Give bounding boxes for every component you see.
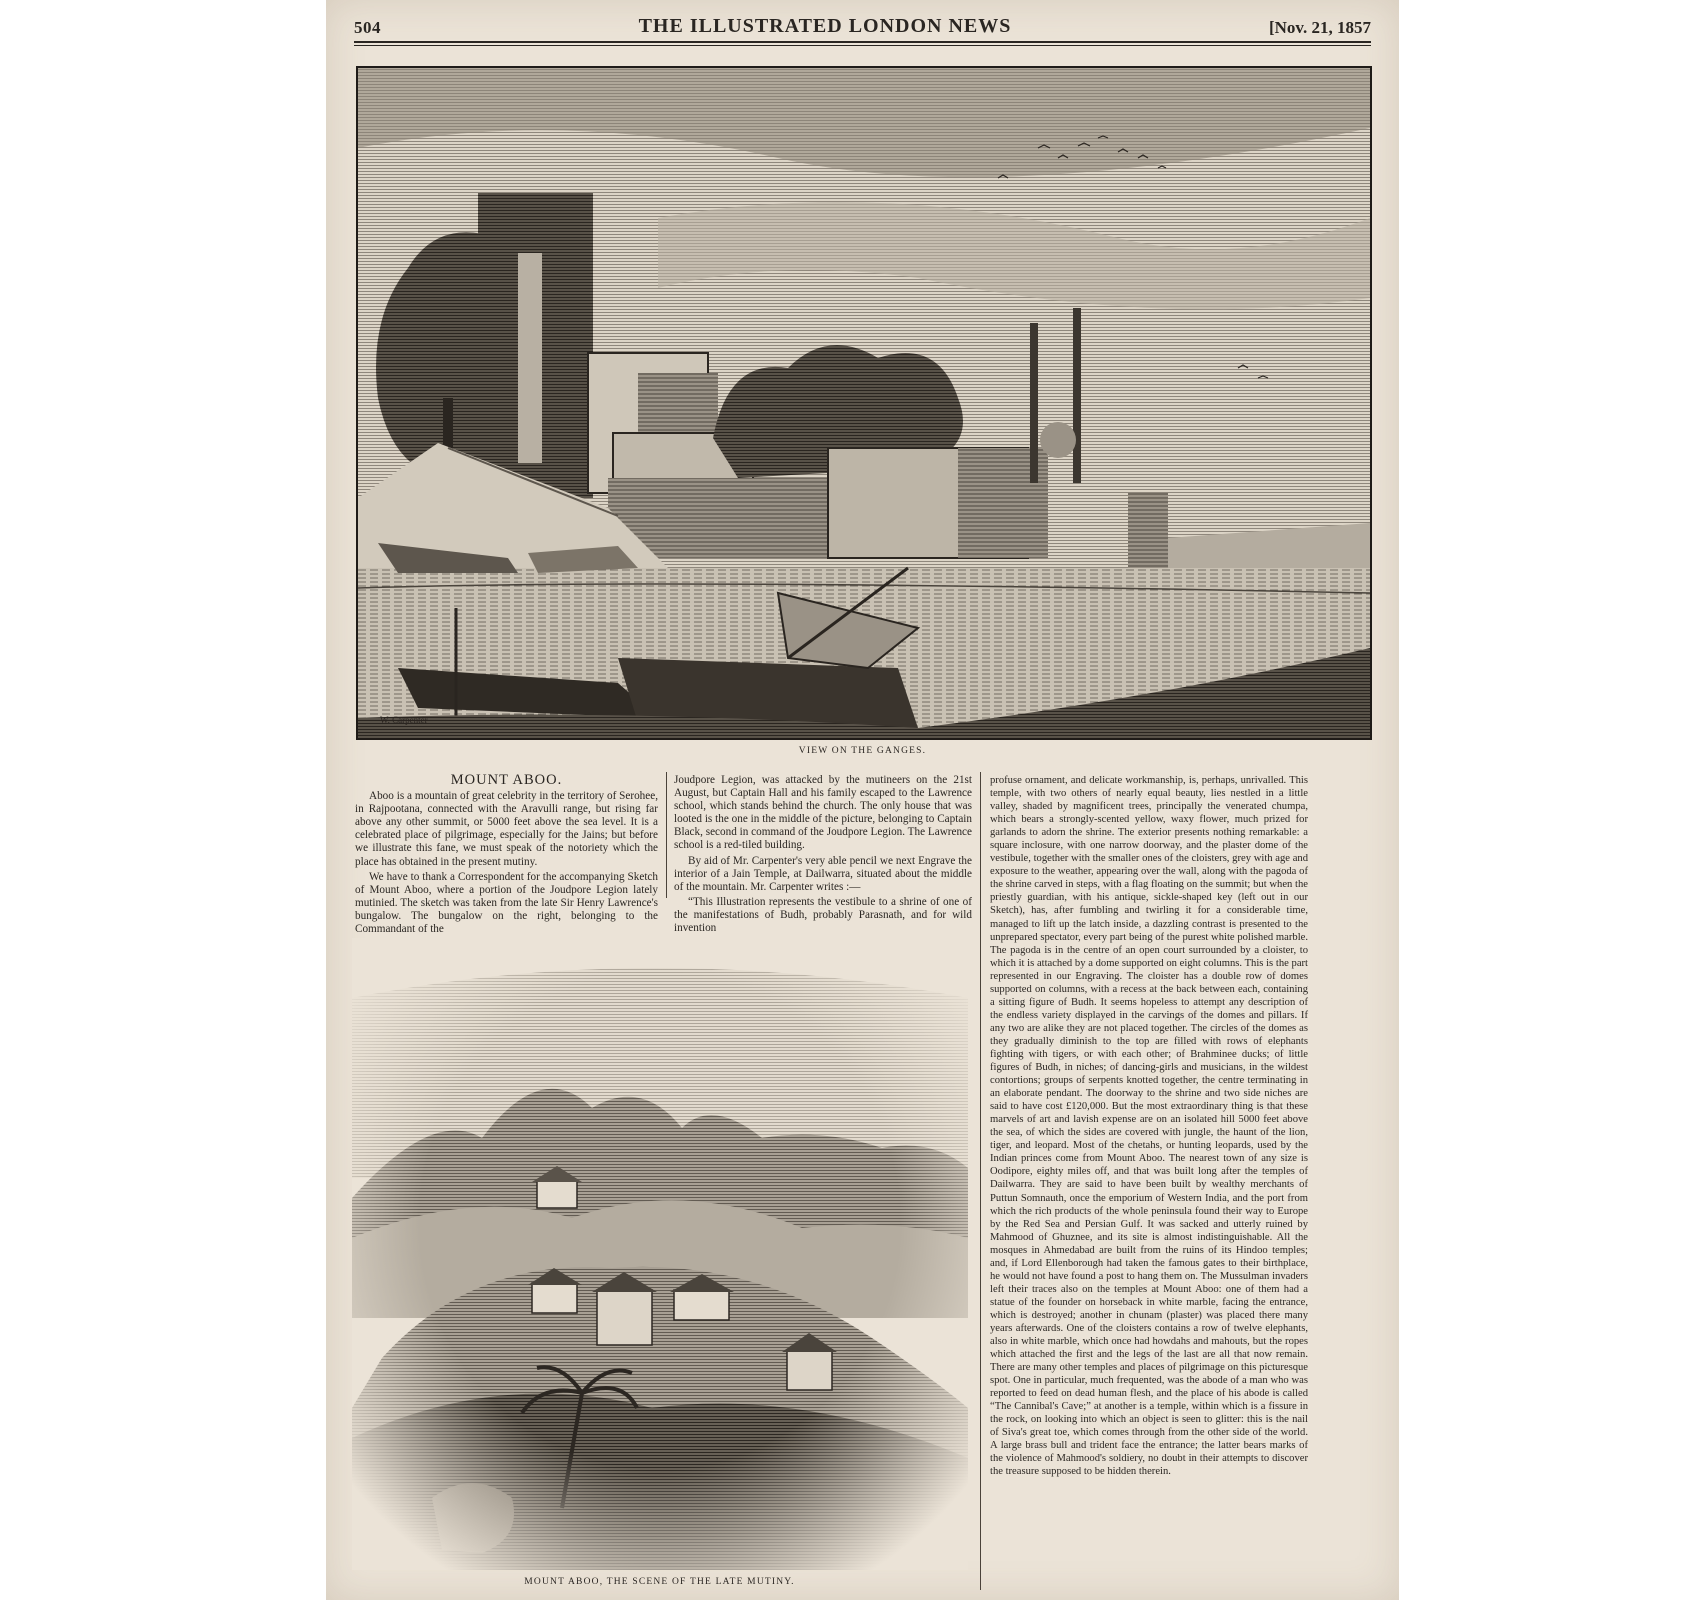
article-heading: MOUNT ABOO.	[450, 772, 563, 788]
article-paragraph: We have to thank a Correspondent for the accompanying Sketch of Mount Aboo, where a portion of the Joudpore Legion lately mutinied. The sketch was taken from the late Sir Henry Lawrence's bungalow. The bungalow on the right, belonging to the Commandant of the	[355, 870, 658, 936]
article-column-1	[355, 774, 658, 938]
page-number: 504	[354, 18, 381, 37]
ganges-scene	[358, 68, 1370, 738]
article-paragraph: profuse ornament, and delicate workmanship, is, perhaps, unrivalled. This temple, with two others of nearly equal beauty, lies nestled in a little valley, shaded by magnificent trees, principally the venerated chumpa, which bears a strongly-scented yellow, waxy flower, much prized for garlands to adorn the shrine. The exterior presents nothing remarkable: a square inclosure, with one narrow doorway, and the plaster dome of the vestibule, together with the smaller ones of the cloisters, grey with age and exposure to the weather, appearing over the wall, along with the pagoda of the shrine carved in steps, with a flag floating on the summit; but when the priestly guardian, with his antique, sickle-shaped key (left out in our Sketch), has, after fumbling and twirling it for a considerable time, managed to lift up the latch inside, a dazzling contrast is presented to the unprepared spectator, every part being of the purest white polished marble. The pagoda is in the centre of an open court surrounded by a cloister, to which it is attached by a dome supported on eight columns. This is the part represented in our Engraving. The cloister has a double row of domes supported on columns, with a recess at the back between each, containing a sitting figure of Budh. It seems hopeless to attempt any description of the endless variety displayed in the carvings of the domes and pillars. If any two are alike they are not placed together. The circles of the domes as they gradually diminish to the top are filled with rows of elephants fighting with tigers, or with each other; of Brahminee ducks; of little figures of Budh, in niches; of dancing-girls and musicians, in the wildest contortions; groups of serpents knotted together, the centre terminating in an elaborate pendant. The doorway to the shrine and two side niches are said to have cost £120,000. But the most extraordinary thing is that these marvels of art and lavish expense are on an isolated hill 5000 feet above the sea, of which the sides are covered with jungle, the haunt of the lion, tiger, and leopard. Most of the chetahs, or hunting leopards, used by the Indian princes come from Mount Aboo. The nearest town of any size is Oodipore, eighty miles off, and that was built long after the temples of Dailwarra. They are said to have been built by wealthy merchants of Puttun Somnauth, once the emporium of Western India, and the port from which the rich products of the whole peninsula found their way to Europe by the Red Sea and Persian Gulf. It was sacked and utterly ruined by Mahmood of Ghuznee, and its site is almost indistinguishable. All the mosques in Ahmedabad are built from the ruins of its Hindoo temples; and, if Lord Ellenborough had taken the famous gates to their birthplace, he would not have found a post to hang them on. The Mussulman invaders left their traces also on the temples at Mount Aboo: one of them had a statue of the founder on horseback in white marble, facing the entrance, which is destroyed; another in chunam (plaster) was placed there many years afterwards. One of the cloisters contains a row of twelve elephants, also in white marble, which once had howdahs and mahouts, but the ropes which attached the first and the legs of the last are all that now remain. There are many other temples and places of pilgrimage on this picturesque spot. One in particular, much frequented, was the abode of a man who was reported to feed on dead human flesh, and the place of his abode is called “The Cannibal's Cave;” at another is a temple, within which is a fissure in the rock, on looking into which an object is seen to glitter: this is the nail of Siva's great toe, which comes through from the other side of the world. A large brass bull and trident face the entrance; the latter bears marks of the violence of Mahmood's soldiery, no doubt in their attempts to discover the treasure supposed to be hidden therein.	[990, 775, 1308, 1478]
article-paragraph: By aid of Mr. Carpenter's very able pencil we next Engrave the interior of a Jain Temple, at Dailwarra, situated about the middle of the mountain. Mr. Carpenter writes :—	[674, 854, 972, 893]
issue-date: [Nov. 21, 1857	[1268, 18, 1371, 37]
ganges-engraving	[356, 66, 1372, 740]
column-rule	[980, 772, 981, 1590]
ganges-caption: VIEW ON THE GANGES.	[798, 746, 927, 756]
article-paragraph: Joudpore Legion, was attacked by the mutineers on the 21st August, but Captain Hall and his family escaped to the Lawrence school, which stands behind the church. The only house that was looted is the one in the middle of the picture, belonging to Captain Black, second in command of the Joudpore Legion. The Lawrence school is a red-tiled building.	[674, 774, 972, 852]
mount-aboo-caption: MOUNT ABOO, THE SCENE OF THE LATE MUTINY.	[524, 1577, 795, 1587]
newspaper-title: THE ILLUSTRATED LONDON NEWS	[638, 15, 1012, 37]
newspaper-page	[326, 0, 1399, 1600]
masthead-rule	[354, 41, 1371, 46]
engraver-signature: W. Carpenter	[380, 715, 428, 725]
article-paragraph: “This Illustration represents the vestibule to a shrine of one of the manifestations of Budh, probably Parasnath, and for wild invention	[674, 895, 972, 935]
article-column-2	[674, 774, 972, 937]
column-rule	[666, 772, 667, 898]
masthead	[354, 8, 1371, 38]
article-column-3	[990, 774, 1308, 1574]
article-paragraph: Aboo is a mountain of great celebrity in the territory of Serohee, in Rajpootana, connected with the Aravulli range, but rising far above any other summit, or 5000 feet above the sea level. It is a celebrated place of pilgrimage, especially for the Jains; but before we illustrate this fane, we must speak of the notoriety which the place has obtained in the present mutiny.	[355, 790, 658, 868]
mount-aboo-engraving	[352, 938, 968, 1570]
mount-aboo-scene	[352, 938, 968, 1570]
